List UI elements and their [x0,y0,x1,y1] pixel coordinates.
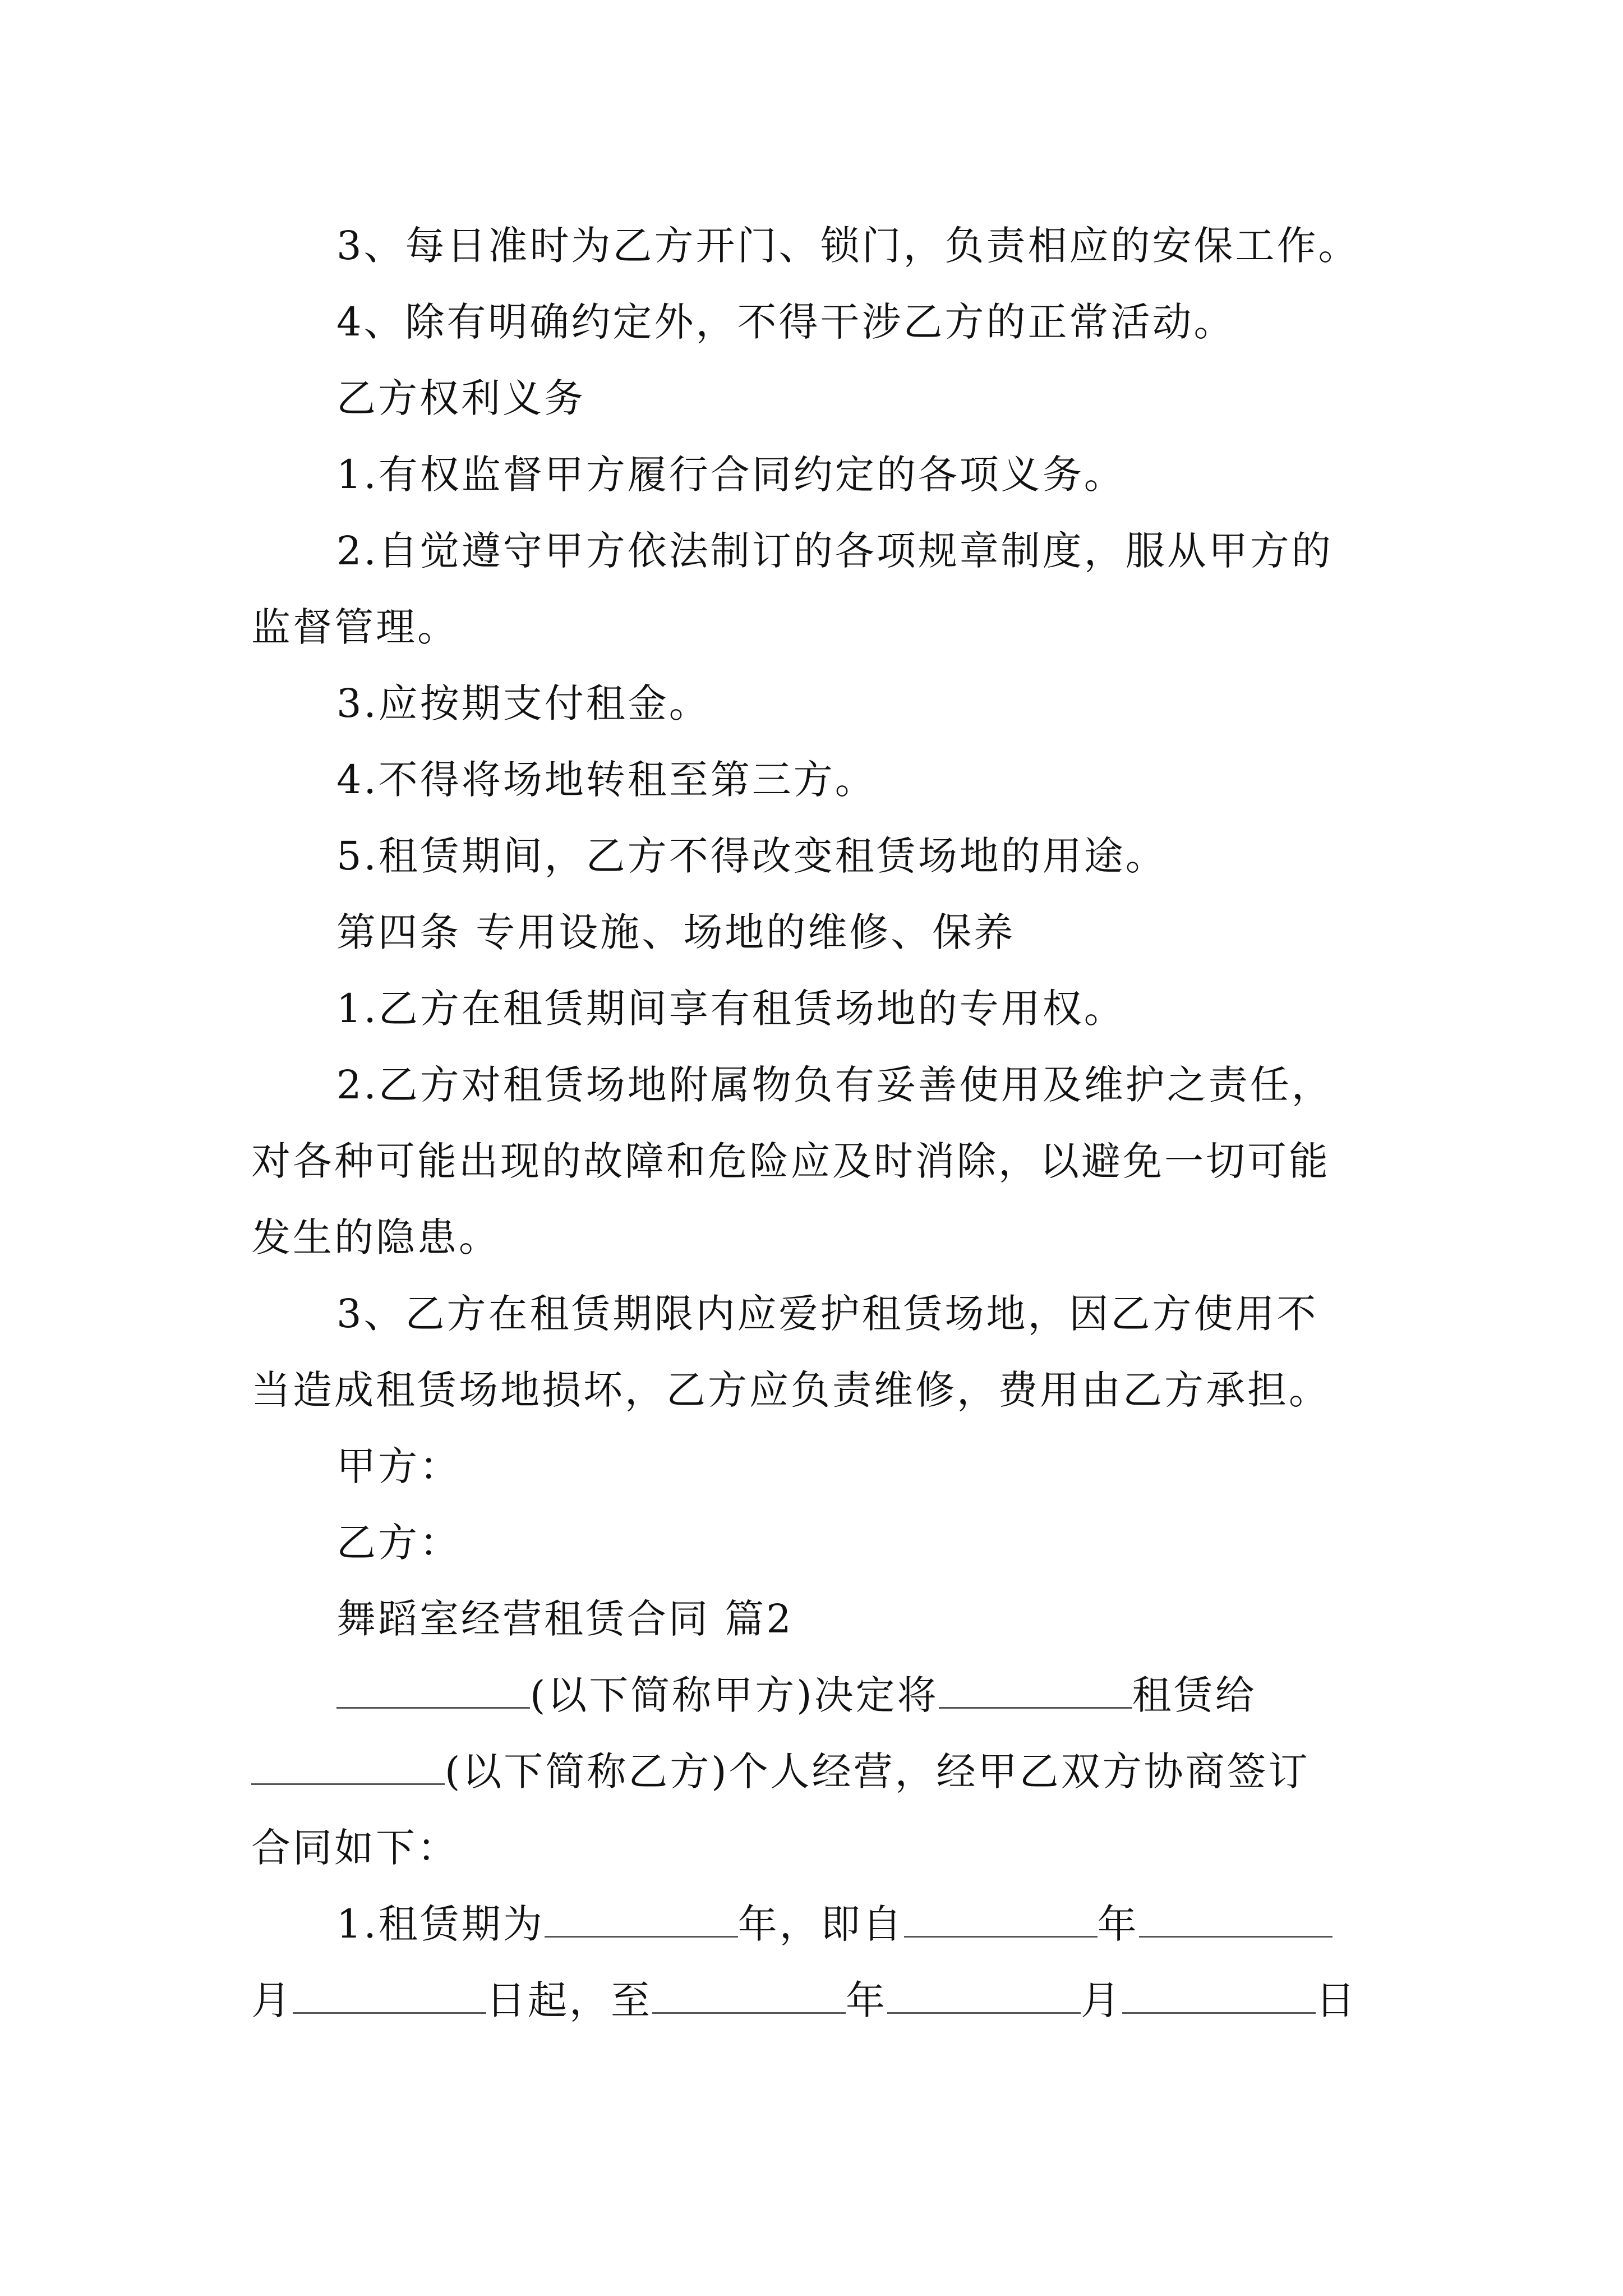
blank-field [1139,1902,1332,1938]
contract-intro-line: (以下简称乙方)个人经营，经甲乙双方协商签订 [251,1743,1310,1800]
contract-intro-line: (以下简称甲方)决定将 租赁给 [336,1667,1257,1723]
paragraph-line: 4.不得将场地转租至第三方。 [336,757,877,803]
blank-field [336,1673,530,1709]
paragraph-line: 对各种可能出现的故障和危险应及时消除，以避免一切可能 [251,1138,1330,1184]
blank-field [887,1978,1081,2014]
lease-term-line: 月 日起，至 年 月 日 [251,1977,1357,2023]
blank-field [652,1978,846,2014]
paragraph-line: 监督管理。 [251,604,459,650]
paragraph-line: 3、每日准时为乙方开门、锁门，负责相应的安保工作。 [336,223,1360,269]
party-b-label: 乙方： [336,1520,461,1566]
article-heading: 第四条 专用设施、场地的维修、保养 [336,909,1016,955]
paragraph-line: 4、除有明确约定外，不得干涉乙方的正常活动。 [336,299,1235,345]
contract-title: 舞蹈室经营租赁合同 篇2 [336,1596,794,1642]
paragraph-line: 合同如下： [251,1825,459,1871]
paragraph-line: 发生的隐患。 [251,1214,500,1260]
blank-field [939,1673,1132,1709]
section-heading: 乙方权利义务 [336,375,585,421]
party-a-label: 甲方： [336,1443,461,1489]
blank-field [545,1902,738,1938]
blank-field [1122,1978,1316,2014]
paragraph-line: 3.应按期支付租金。 [336,680,711,726]
paragraph-line: 1.有权监督甲方履行合同约定的各项义务。 [336,452,1126,498]
paragraph-line: 1.乙方在租赁期间享有租赁场地的专用权。 [336,986,1126,1032]
paragraph-line: 3、乙方在租赁期限内应爱护租赁场地，因乙方使用不 [336,1291,1318,1337]
blank-field [293,1978,486,2014]
blank-field [904,1902,1098,1938]
lease-term-line: 1.租赁期为 年，即自 年 [336,1896,1332,1952]
paragraph-line: 当造成租赁场地损坏，乙方应负责维修，费用由乙方承担。 [251,1367,1330,1413]
blank-field [251,1750,445,1785]
paragraph-line: 2.乙方对租赁场地附属物负有妥善使用及维护之责任， [336,1062,1333,1108]
paragraph-line: 5.租赁期间，乙方不得改变租赁场地的用途。 [336,833,1167,879]
paragraph-line: 2.自觉遵守甲方依法制订的各项规章制度，服从甲方的 [336,528,1333,574]
